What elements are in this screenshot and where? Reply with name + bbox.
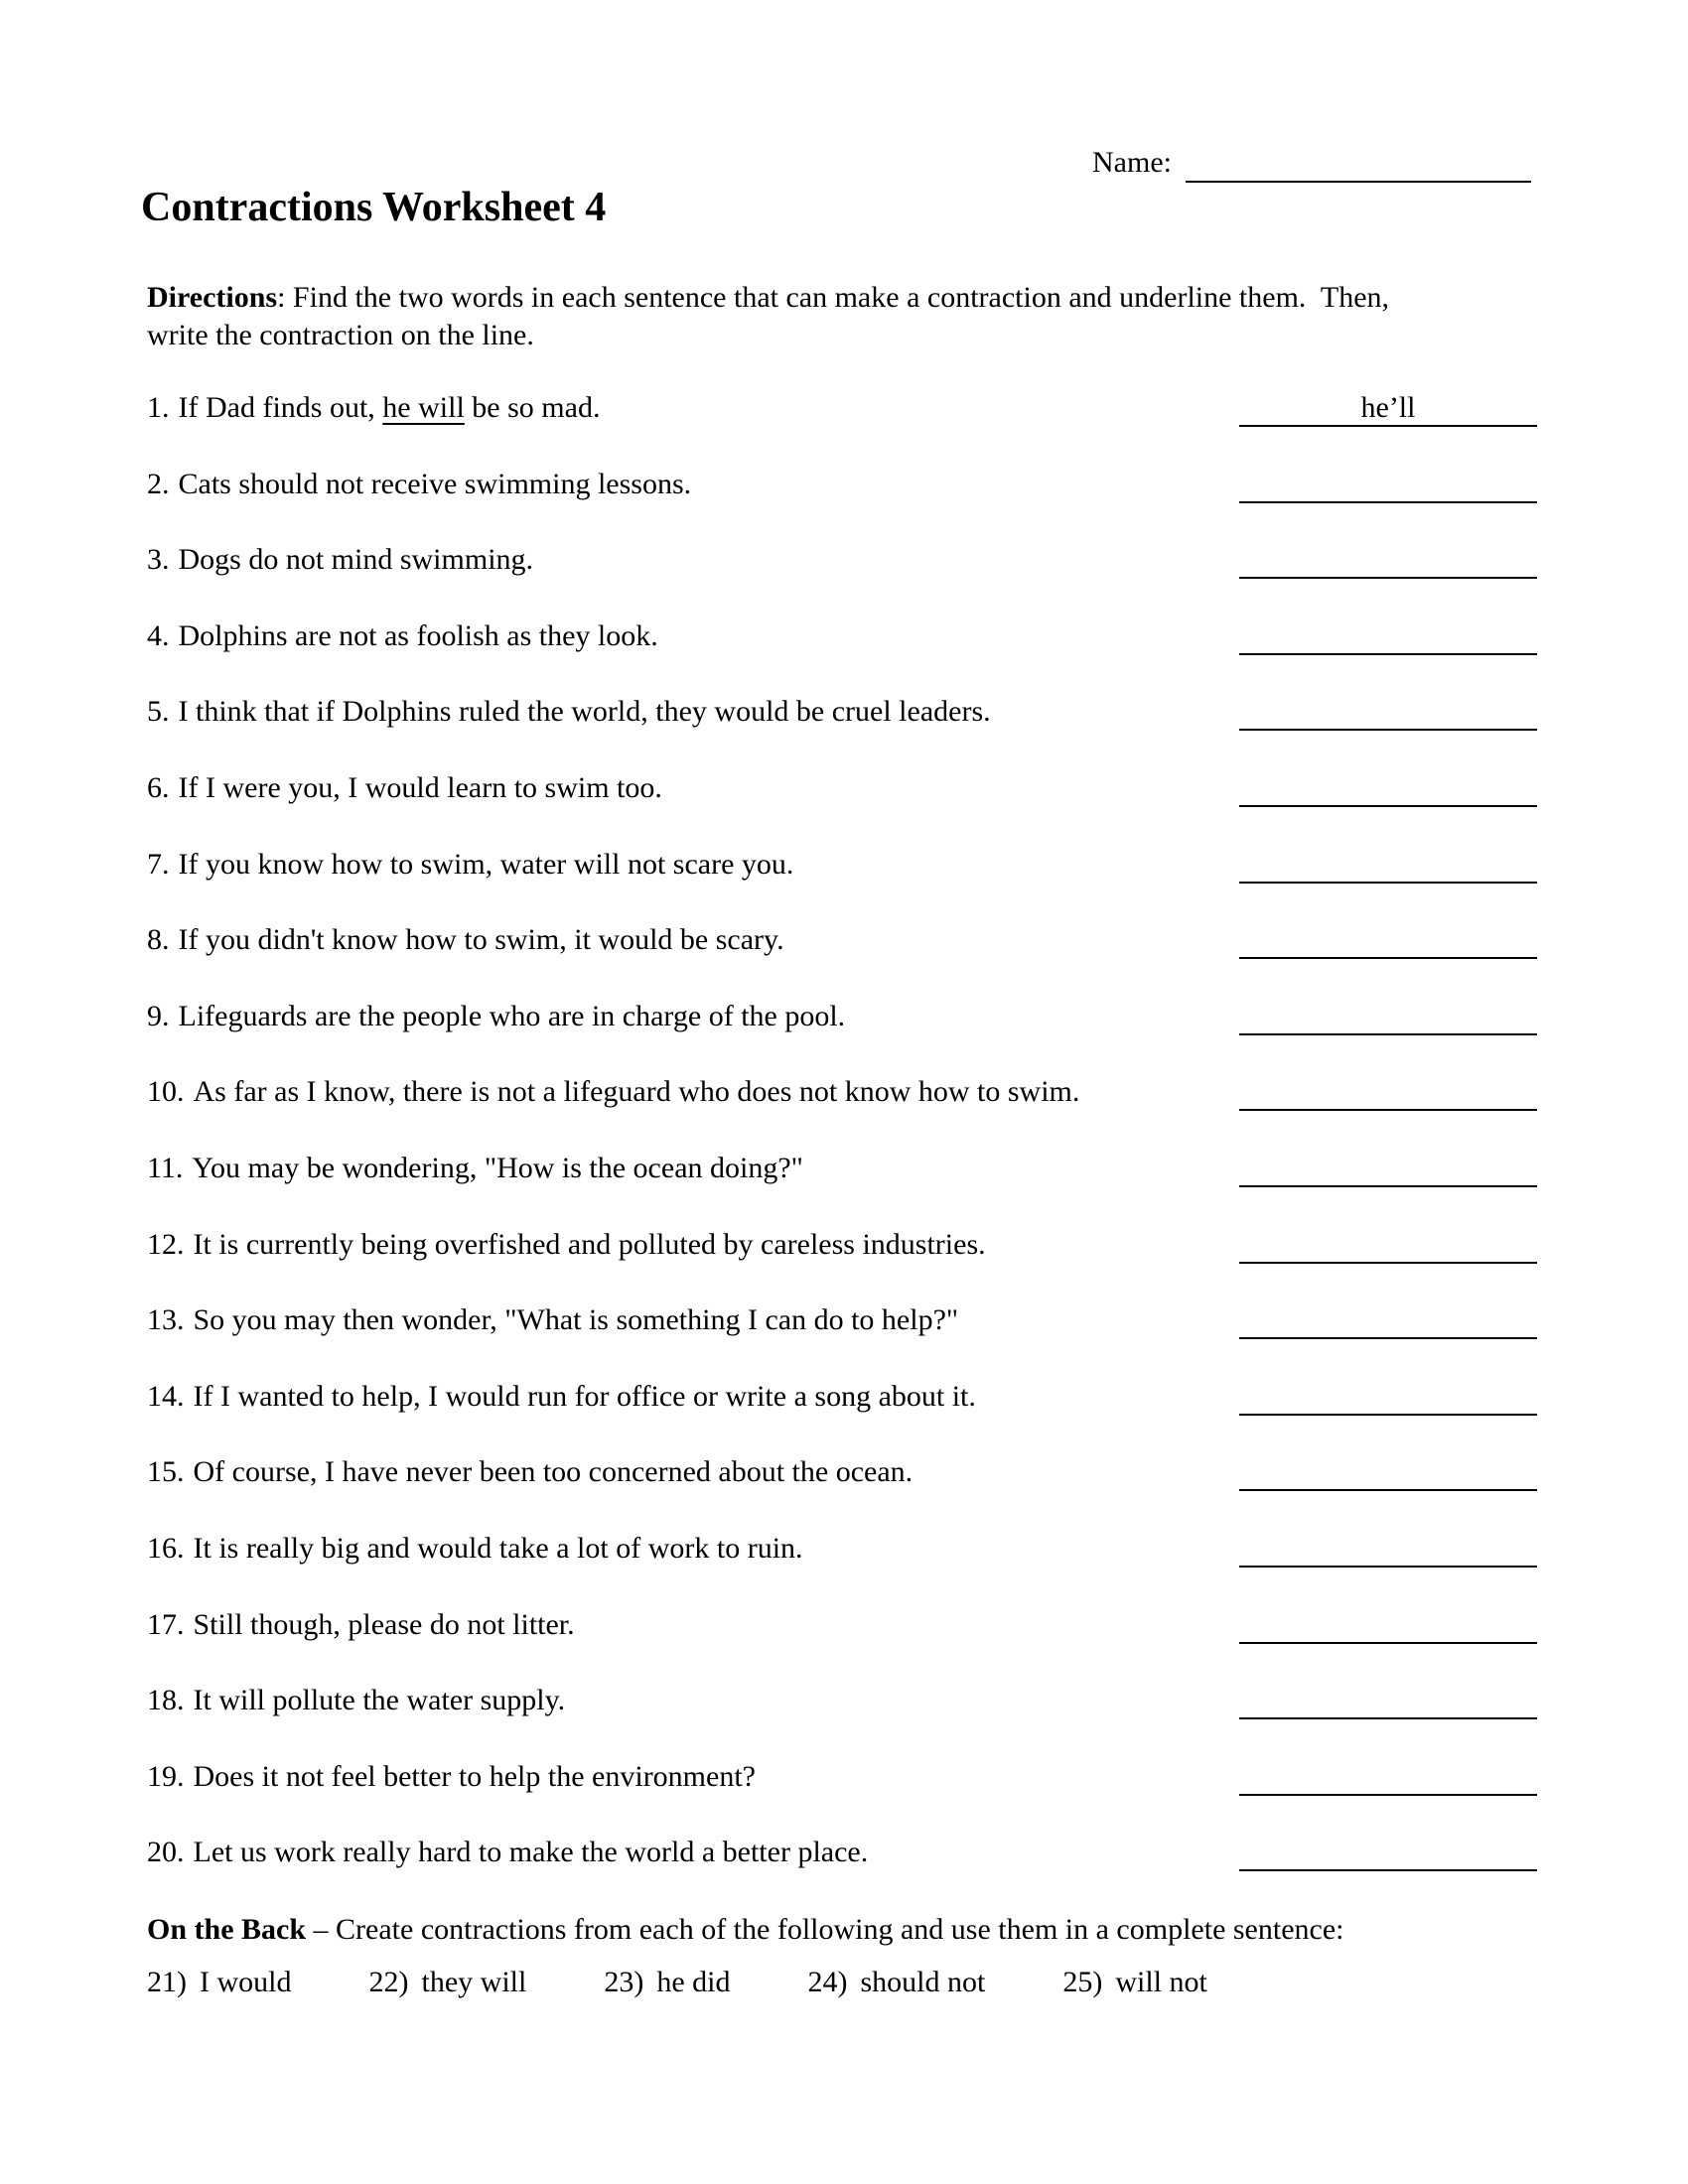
directions-label: Directions — [147, 281, 278, 314]
answer-blank[interactable] — [1239, 1532, 1537, 1568]
item-number: 6. — [147, 770, 170, 804]
answer-blank[interactable] — [1239, 619, 1537, 655]
directions-line2: write the contraction on the line. — [147, 319, 534, 351]
answer-blank[interactable] — [1239, 1608, 1537, 1644]
back-item — [604, 1964, 730, 2001]
worksheet-item — [147, 619, 1537, 696]
sentence-list — [147, 391, 1537, 1912]
answer-blank[interactable] — [1239, 1455, 1537, 1491]
worksheet-item — [147, 1228, 1537, 1304]
back-item-text: I would — [200, 1966, 292, 1998]
on-the-back-label: On the Back — [147, 1913, 307, 1946]
underlined-words: he will — [382, 391, 465, 424]
worksheet-item — [147, 1608, 1537, 1685]
item-number: 20. — [147, 1836, 185, 1869]
sentence-pre: It is really big and would take a lot of work to ruin. — [193, 1531, 803, 1565]
worksheet-item — [147, 923, 1537, 1000]
item-number: 18. — [147, 1684, 185, 1717]
sentence-pre: It is currently being overfished and polluted by careless industries. — [193, 1227, 986, 1261]
sentence-pre: If you know how to swim, water will not scare you. — [178, 847, 794, 881]
sentence-pre: If I wanted to help, I would run for office or write a song about it. — [193, 1379, 976, 1413]
item-number: 13. — [147, 1303, 185, 1337]
sentence-pre: Lifeguards are the people who are in charge of the pool. — [178, 999, 846, 1032]
item-number: 9. — [147, 999, 170, 1032]
sentence — [147, 1152, 803, 1185]
sentence-pre: I think that if Dolphins ruled the world, they would be cruel leaders. — [178, 695, 991, 729]
name-row — [1092, 145, 1531, 183]
sentence — [147, 1455, 913, 1489]
sentence-pre: If I were you, I would learn to swim too. — [178, 770, 662, 804]
sentence — [147, 923, 784, 957]
worksheet-item — [147, 543, 1537, 619]
worksheet-item — [147, 1760, 1537, 1837]
answer-blank[interactable] — [1239, 695, 1537, 731]
answer-blank[interactable] — [1239, 1684, 1537, 1719]
item-number: 17. — [147, 1607, 185, 1641]
back-item — [147, 1964, 292, 2001]
back-item-number: 24) — [807, 1966, 848, 1998]
answer-blank[interactable] — [1239, 1380, 1537, 1416]
sentence-pre: It will pollute the water supply. — [193, 1684, 566, 1717]
directions-text: : Find the two words in each sentence that can make a contraction and underline them. Then, — [277, 281, 1390, 314]
item-number: 7. — [147, 847, 170, 881]
directions-line1 — [147, 281, 1389, 314]
sentence — [147, 1303, 958, 1337]
sentence-pre: So you may then wonder, "What is something I can do to help?" — [193, 1303, 959, 1337]
item-number: 8. — [147, 923, 170, 957]
back-item-number: 21) — [147, 1966, 187, 1998]
back-item — [807, 1964, 985, 2001]
sentence — [147, 543, 533, 577]
item-number: 4. — [147, 618, 170, 652]
answer-blank[interactable] — [1239, 543, 1537, 579]
item-number: 16. — [147, 1531, 185, 1565]
answer-blank[interactable] — [1239, 1228, 1537, 1264]
sentence — [147, 771, 662, 805]
answer-blank[interactable] — [1239, 1000, 1537, 1035]
worksheet-item — [147, 771, 1537, 848]
item-number: 12. — [147, 1227, 185, 1261]
page-title: Contractions Worksheet 4 — [141, 185, 607, 230]
sentence-pre: Cats should not receive swimming lessons. — [178, 467, 692, 500]
answer-blank[interactable] — [1239, 771, 1537, 807]
back-item-number: 23) — [604, 1966, 644, 1998]
back-item — [1062, 1964, 1207, 2001]
worksheet-item — [147, 1455, 1537, 1532]
item-number: 2. — [147, 467, 170, 500]
worksheet-item — [147, 695, 1537, 771]
sentence — [147, 1000, 845, 1033]
directions — [147, 279, 1577, 354]
sentence-post: be so mad. — [464, 391, 601, 424]
item-number: 19. — [147, 1759, 185, 1793]
sentence-pre: As far as I know, there is not a lifeguard who does not know how to swim. — [193, 1075, 1080, 1109]
sentence — [147, 1608, 575, 1642]
answer-blank[interactable] — [1239, 1760, 1537, 1796]
answer-blank[interactable] — [1239, 468, 1537, 503]
answer-blank[interactable] — [1239, 1152, 1537, 1187]
worksheet-item — [147, 468, 1537, 544]
sentence — [147, 1684, 565, 1717]
back-item-number: 22) — [368, 1966, 409, 1998]
item-number: 1. — [147, 391, 170, 424]
back-items-row — [147, 1964, 1207, 2001]
back-item-text: they will — [421, 1966, 527, 1998]
sentence-pre: Let us work really hard to make the world a better place. — [193, 1836, 869, 1869]
sentence-pre: Still though, please do not litter. — [193, 1607, 575, 1641]
answer-text: he’ll — [1360, 391, 1416, 424]
item-number: 11. — [147, 1151, 184, 1184]
sentence — [147, 1532, 803, 1566]
sentence-pre: Dolphins are not as foolish as they look. — [178, 618, 658, 652]
answer-blank[interactable] — [1239, 391, 1537, 427]
answer-blank[interactable] — [1239, 923, 1537, 959]
answer-blank[interactable] — [1239, 848, 1537, 884]
back-item — [369, 1964, 527, 2001]
sentence — [147, 695, 991, 729]
worksheet-item — [147, 1684, 1537, 1760]
back-item-text: he did — [656, 1966, 731, 1998]
back-item-text: should not — [860, 1966, 986, 1998]
name-label: Name: — [1092, 146, 1172, 179]
sentence — [147, 848, 793, 882]
answer-blank[interactable] — [1239, 1303, 1537, 1339]
back-item-number: 25) — [1062, 1966, 1103, 1998]
sentence-pre: Dogs do not mind swimming. — [178, 543, 534, 577]
on-the-back-text: – Create contractions from each of the following and use them in a complete sentence: — [306, 1913, 1344, 1946]
sentence-pre: Of course, I have never been too concerned about the ocean. — [193, 1455, 914, 1489]
sentence-pre: If you didn't know how to swim, it would be scary. — [178, 923, 784, 957]
sentence-pre: Does it not feel better to help the environment? — [193, 1759, 756, 1793]
sentence — [147, 1760, 756, 1794]
worksheet-item — [147, 1000, 1537, 1076]
sentence-pre: If Dad finds out, — [178, 391, 383, 424]
sentence — [147, 1228, 986, 1262]
worksheet-item — [147, 1836, 1537, 1912]
item-number: 5. — [147, 695, 170, 729]
worksheet-item — [147, 1075, 1537, 1152]
sentence — [147, 1380, 976, 1414]
worksheet-item — [147, 1532, 1537, 1608]
answer-blank[interactable] — [1239, 1075, 1537, 1111]
sentence — [147, 468, 691, 501]
worksheet-item — [147, 848, 1537, 924]
worksheet-item — [147, 1380, 1537, 1456]
sentence-pre: You may be wondering, "How is the ocean doing?" — [192, 1151, 803, 1184]
on-the-back-heading — [147, 1911, 1344, 1949]
worksheet-item — [147, 391, 1537, 468]
back-item-text: will not — [1115, 1966, 1207, 1998]
item-number: 14. — [147, 1379, 185, 1413]
sentence — [147, 391, 600, 425]
item-number: 10. — [147, 1075, 185, 1109]
item-number: 15. — [147, 1455, 185, 1489]
sentence — [147, 1836, 868, 1869]
sentence — [147, 619, 658, 653]
worksheet-item — [147, 1152, 1537, 1228]
answer-blank[interactable] — [1239, 1836, 1537, 1871]
sentence — [147, 1075, 1079, 1109]
worksheet-item — [147, 1303, 1537, 1380]
item-number: 3. — [147, 543, 170, 577]
name-line[interactable] — [1186, 145, 1531, 183]
